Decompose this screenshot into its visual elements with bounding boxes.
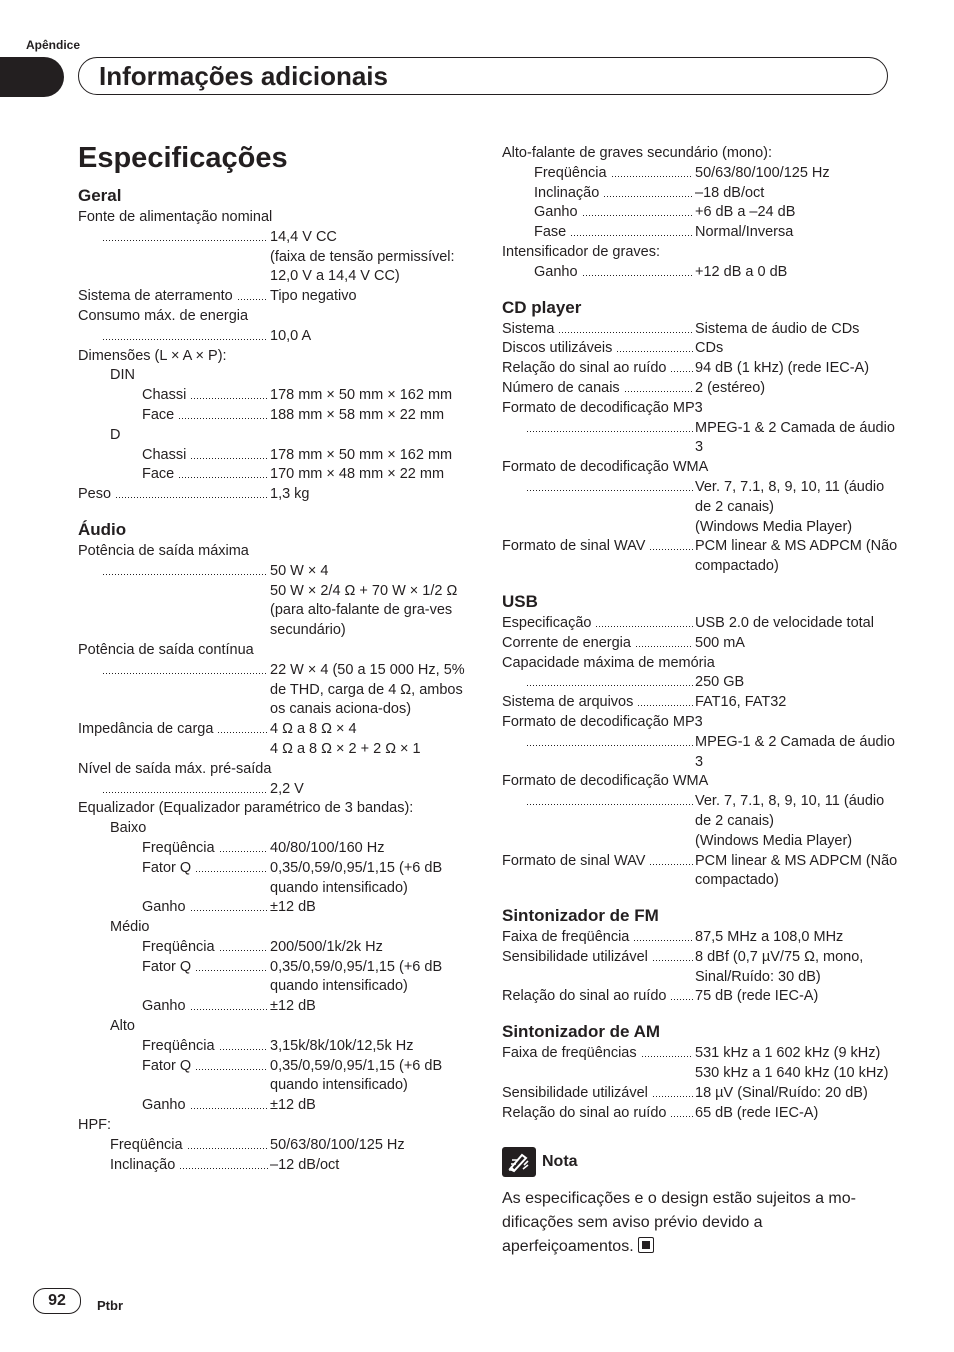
spec-value: 75 dB (rede IEC-A) (695, 988, 819, 1005)
spec-row (502, 792, 902, 851)
spec-label: Inclinação (110, 1156, 176, 1173)
spec-row (78, 386, 470, 406)
spec-row (78, 898, 470, 918)
spec-value: MPEG-1 & 2 Camada de áudio 3 (695, 733, 895, 770)
leader-dots (595, 614, 693, 628)
spec-value: 250 GB (695, 674, 745, 691)
spec-row (78, 1057, 470, 1097)
spec-row (502, 1084, 902, 1104)
spec-row (502, 733, 902, 773)
leader-dots (526, 733, 693, 747)
spec-section (502, 1021, 902, 1123)
spec-row (78, 720, 470, 760)
section-heading: Geral (78, 186, 122, 205)
spec-label: Fator Q (142, 958, 192, 975)
spec-label: Faixa de freqüências (502, 1045, 637, 1062)
spec-value: 2,2 V (270, 780, 304, 797)
spec-label-cell (502, 928, 695, 948)
spec-value: Sistema de áudio de CDs (695, 320, 860, 337)
spec-value: Ver. 7, 7.1, 8, 9, 10, 11 (áudio de 2 canais) (Windows Media Player) (695, 478, 885, 535)
spec-label: Freqüência (142, 1037, 215, 1054)
spec-label-cell (502, 673, 695, 693)
spec-label-cell (502, 852, 695, 892)
spec-label: Formato de decodificação WMA (502, 773, 709, 790)
spec-row (78, 485, 470, 505)
spec-value: Normal/Inversa (695, 224, 794, 241)
leader-dots (195, 859, 268, 873)
spec-label: Potência de saída contínua (78, 641, 254, 658)
leader-dots (633, 928, 693, 942)
spec-value: FAT16, FAT32 (695, 694, 787, 711)
spec-label-cell (502, 359, 695, 379)
spec-row (78, 1156, 470, 1176)
spec-label-cell (78, 1037, 270, 1057)
spec-value: PCM linear & MS ADPCM (Não compactado) (695, 538, 898, 575)
spec-value: 50/63/80/100/125 Hz (270, 1136, 405, 1153)
spec-label: Formato de decodificação MP3 (502, 399, 703, 416)
leader-dots (611, 164, 693, 178)
leader-dots (219, 839, 268, 853)
spec-value: Tipo negativo (270, 288, 357, 305)
spec-row (502, 203, 902, 223)
spec-label: Face (142, 466, 175, 483)
spec-label-cell (502, 320, 695, 340)
spec-value: 65 dB (rede IEC-A) (695, 1104, 819, 1121)
spec-row (502, 852, 902, 892)
spec-label: D (110, 426, 121, 443)
spec-label-cell (78, 562, 270, 641)
spec-value: ±12 dB (270, 899, 316, 916)
spec-label-cell (78, 228, 270, 287)
spec-row (502, 928, 902, 948)
spec-label-cell (502, 263, 695, 283)
leader-dots (190, 386, 268, 400)
spec-label: Especificação (502, 614, 592, 631)
spec-label-cell (502, 184, 695, 204)
spec-label: Freqüência (534, 164, 607, 181)
spec-value: 14,4 V CC (faixa de tensão permissível: 12,0 V a 14,4 V CC) (270, 228, 455, 285)
spec-label: Inclinação (534, 184, 600, 201)
spec-label: Capacidade máxima de memória (502, 654, 715, 671)
section-heading: Áudio (78, 519, 127, 539)
leader-dots (219, 1037, 268, 1051)
language-code: Ptbr (97, 1298, 123, 1313)
spec-label-cell (78, 327, 270, 347)
leader-dots (102, 562, 268, 576)
spec-row (78, 465, 470, 485)
spec-value: 178 mm × 50 mm × 162 mm (270, 446, 453, 463)
page-title: Especificações (78, 142, 288, 174)
chapter-tab-marker (0, 57, 64, 97)
leader-dots (603, 184, 693, 198)
spec-row (78, 938, 470, 958)
spec-label: Sensibilidade utilizável (502, 948, 648, 965)
spec-label-cell (78, 386, 270, 406)
leader-dots (237, 287, 268, 301)
leader-dots (649, 852, 693, 866)
spec-label-cell (78, 958, 270, 998)
spec-value: 50 W × 4 50 W × 2/4 Ω + 70 W × 1/2 Ω (para alto-falante de gra-ves secundário) (270, 562, 458, 639)
spec-label-cell (78, 1136, 270, 1156)
spec-value: ±12 dB (270, 1097, 316, 1114)
note-pencil-icon (502, 1147, 536, 1177)
spec-label-cell (78, 839, 270, 859)
spec-label-cell (502, 164, 695, 184)
spec-row (78, 997, 470, 1017)
spec-label-cell (78, 1057, 270, 1097)
spec-label-cell (78, 898, 270, 918)
spec-label: Potência de saída máxima (78, 542, 249, 559)
spec-row (78, 327, 470, 347)
spec-label-cell (78, 780, 270, 800)
leader-dots (102, 661, 268, 675)
spec-label: Ganho (142, 998, 186, 1015)
spec-label: Corrente de energia (502, 634, 631, 651)
spec-value: 531 kHz a 1 602 kHz (9 kHz) 530 kHz a 1 640 kHz (10 kHz) (695, 1045, 889, 1082)
spec-value: 18 µV (Sinal/Ruído: 20 dB) (695, 1084, 868, 1101)
spec-value: 200/500/1k/2k Hz (270, 938, 383, 955)
leader-dots (115, 485, 268, 499)
leader-dots (195, 1057, 268, 1071)
leader-dots (570, 223, 693, 237)
spec-label: Freqüência (142, 839, 215, 856)
page-number: 92 (33, 1288, 81, 1314)
spec-label-cell (78, 997, 270, 1017)
spec-value: ±12 dB (270, 998, 316, 1015)
spec-value: USB 2.0 de velocidade total (695, 614, 874, 631)
spec-value: 500 mA (695, 634, 745, 651)
spec-row (78, 562, 470, 641)
leader-dots (652, 948, 693, 962)
spec-label: Médio (110, 919, 150, 936)
spec-label-cell (502, 634, 695, 654)
spec-value: 3,15k/8k/10k/12,5k Hz (270, 1037, 414, 1054)
leader-dots (102, 327, 268, 341)
spec-row (78, 839, 470, 859)
spec-row (502, 537, 902, 577)
spec-label: Relação do sinal ao ruído (502, 360, 667, 377)
spec-label: Fase (534, 224, 567, 241)
leader-dots (102, 780, 268, 794)
note-header (502, 1147, 902, 1177)
spec-row (78, 287, 470, 307)
spec-row (502, 1104, 902, 1124)
spec-value: MPEG-1 & 2 Camada de áudio 3 (695, 419, 895, 456)
spec-row (502, 359, 902, 379)
spec-label: Dimensões (L × A × P): (78, 347, 227, 364)
spec-label: Sensibilidade utilizável (502, 1084, 648, 1101)
spec-section (78, 185, 470, 505)
spec-label-cell (78, 720, 270, 760)
spec-row (78, 446, 470, 466)
spec-row (502, 379, 902, 399)
spec-label-cell (78, 287, 270, 307)
spec-label-cell (502, 792, 695, 851)
spec-label: Face (142, 406, 175, 423)
spec-value: 94 dB (1 kHz) (rede IEC-A) (695, 360, 870, 377)
spec-label: Ganho (534, 204, 578, 221)
spec-value: 0,35/0,59/0,95/1,15 (+6 dB quando intensificado) (270, 958, 443, 995)
spec-label-cell (502, 1084, 695, 1104)
spec-label: Fonte de alimentação nominal (78, 209, 273, 225)
leader-dots (219, 938, 268, 952)
spec-row (502, 339, 902, 359)
spec-label-cell (502, 203, 695, 223)
spec-section (502, 297, 902, 577)
spec-value: 170 mm × 48 mm × 22 mm (270, 466, 445, 483)
spec-value: –12 dB/oct (270, 1156, 340, 1173)
note-label: Nota (542, 1153, 578, 1171)
leader-dots (637, 693, 693, 707)
leader-dots (526, 478, 693, 492)
spec-row (78, 406, 470, 426)
spec-label: DIN (110, 367, 135, 384)
spec-label-cell (502, 478, 695, 537)
spec-value: 87,5 MHz a 108,0 MHz (695, 929, 844, 946)
note-text (502, 1187, 894, 1259)
leader-dots (670, 987, 693, 1001)
spec-value: CDs (695, 340, 724, 357)
spec-row (502, 673, 902, 693)
spec-label-cell (78, 661, 270, 720)
spec-label: Formato de decodificação WMA (502, 459, 709, 476)
spec-value: +6 dB a –24 dB (695, 204, 796, 221)
spec-value: 10,0 A (270, 327, 312, 344)
note-text-content: As especificações e o design estão sujeitos a mo-dificações sem aviso prévio devido a aperfeiçoamentos. (502, 1190, 856, 1256)
leader-dots (190, 1096, 268, 1110)
leader-dots (649, 537, 693, 551)
spec-label-cell (502, 223, 695, 243)
spec-label: Ganho (534, 263, 578, 280)
spec-row (78, 228, 470, 287)
leader-dots (187, 1136, 268, 1150)
spec-value: 8 dBf (0,7 µV/75 Ω, mono, Sinal/Ruído: 30 dB) (695, 948, 864, 985)
spec-value: 40/80/100/160 Hz (270, 839, 385, 856)
spec-label: Ganho (142, 899, 186, 916)
spec-label: Formato de decodificação MP3 (502, 713, 703, 730)
section-heading: Sintonizador de AM (502, 1022, 661, 1042)
spec-row (78, 661, 470, 720)
spec-value: 2 (estéreo) (695, 379, 766, 396)
leader-dots (558, 320, 693, 334)
leader-dots (652, 1084, 693, 1098)
spec-label-cell (78, 938, 270, 958)
spec-label-cell (502, 987, 695, 1007)
spec-label-cell (502, 1044, 695, 1084)
leader-dots (102, 228, 268, 242)
spec-label: Faixa de freqüência (502, 929, 630, 946)
spec-label: Fator Q (142, 859, 192, 876)
spec-value: 22 W × 4 (50 a 15 000 Hz, 5% de THD, carga de 4 Ω, ambos os canais aciona-dos) (270, 661, 465, 718)
leader-dots (635, 634, 693, 648)
spec-row (502, 184, 902, 204)
spec-label-cell (78, 406, 270, 426)
spec-label-cell (502, 537, 695, 577)
section-heading: CD player (502, 297, 582, 317)
spec-label: HPF: (78, 1117, 112, 1134)
spec-row (502, 1044, 902, 1084)
spec-label-cell (502, 379, 695, 399)
spec-section (78, 519, 470, 1176)
chapter-header (78, 57, 888, 95)
spec-label: Sistema de aterramento (78, 288, 233, 305)
right-sections (502, 144, 902, 1123)
spec-label-cell (502, 948, 695, 988)
spec-value: 0,35/0,59/0,95/1,15 (+6 dB quando intensificado) (270, 1057, 443, 1094)
spec-label: Alto-falante de graves secundário (mono): (502, 145, 773, 161)
section-label: Apêndice (26, 38, 81, 52)
spec-value: Ver. 7, 7.1, 8, 9, 10, 11 (áudio de 2 canais) (Windows Media Player) (695, 793, 885, 849)
spec-section (502, 905, 902, 1007)
spec-row (502, 419, 902, 459)
spec-section (502, 144, 902, 283)
spec-row (78, 1037, 470, 1057)
spec-label-cell (78, 1096, 270, 1116)
spec-value: PCM linear & MS ADPCM (Não compactado) (695, 852, 898, 889)
spec-row (78, 780, 470, 800)
leader-dots (178, 465, 268, 479)
spec-label-cell (78, 1156, 270, 1176)
spec-label: Chassi (142, 387, 187, 404)
spec-label-cell (502, 419, 695, 459)
spec-value: 0,35/0,59/0,95/1,15 (+6 dB quando intensificado) (270, 859, 443, 896)
section-heading: Sintonizador de FM (502, 906, 659, 926)
spec-label: Equalizador (Equalizador paramétrico de 3 bandas): (78, 800, 414, 817)
spec-label-cell (502, 614, 695, 634)
spec-label: Ganho (142, 1097, 186, 1114)
spec-row (502, 263, 902, 283)
spec-label: Relação do sinal ao ruído (502, 1104, 667, 1121)
left-column (78, 185, 470, 1175)
spec-label-cell (502, 339, 695, 359)
chapter-title: Informações adicionais (99, 61, 388, 91)
spec-section (502, 591, 902, 891)
spec-label: Baixo (110, 820, 147, 837)
leader-dots (178, 406, 268, 420)
leader-dots (670, 359, 693, 373)
spec-row (502, 320, 902, 340)
spec-value: 50/63/80/100/125 Hz (695, 164, 830, 181)
leader-dots (582, 203, 693, 217)
spec-value: 1,3 kg (270, 486, 310, 503)
leader-dots (582, 263, 693, 277)
spec-value: 4 Ω a 8 Ω × 4 4 Ω a 8 Ω × 2 + 2 Ω × 1 (270, 721, 421, 757)
leader-dots (190, 898, 268, 912)
leader-dots (526, 419, 693, 433)
spec-row (502, 164, 902, 184)
spec-row (502, 614, 902, 634)
spec-label: Chassi (142, 446, 187, 463)
right-column (502, 144, 902, 1259)
spec-label: Alto (110, 1018, 135, 1035)
spec-row (78, 1096, 470, 1116)
spec-label: Peso (78, 486, 112, 503)
leader-dots (670, 1104, 693, 1118)
spec-label: Freqüência (142, 938, 215, 955)
spec-label-cell (78, 446, 270, 466)
leader-dots (190, 997, 268, 1011)
spec-label: Sistema (502, 320, 555, 337)
leader-dots (195, 958, 268, 972)
spec-row (78, 859, 470, 899)
leader-dots (616, 339, 693, 353)
spec-label-cell (78, 485, 270, 505)
spec-label: Sistema de arquivos (502, 694, 634, 711)
leader-dots (526, 792, 693, 806)
leader-dots (190, 446, 268, 460)
spec-label: Impedância de carga (78, 721, 214, 738)
spec-label: Relação do sinal ao ruído (502, 988, 667, 1005)
spec-label-cell (502, 1104, 695, 1124)
end-mark-icon (638, 1237, 654, 1253)
spec-row (502, 478, 902, 537)
spec-label: Freqüência (110, 1136, 183, 1153)
spec-value: +12 dB a 0 dB (695, 263, 788, 280)
spec-label-cell (78, 859, 270, 899)
spec-label: Intensificador de graves: (502, 243, 660, 260)
leader-dots (624, 379, 693, 393)
spec-value: 188 mm × 58 mm × 22 mm (270, 406, 445, 423)
spec-label: Fator Q (142, 1057, 192, 1074)
spec-row (502, 223, 902, 243)
leader-dots (641, 1044, 693, 1058)
spec-row (78, 958, 470, 998)
leader-dots (526, 673, 693, 687)
spec-row (502, 987, 902, 1007)
spec-value: 178 mm × 50 mm × 162 mm (270, 387, 453, 404)
spec-row (502, 634, 902, 654)
spec-label-cell (502, 693, 695, 713)
spec-label-cell (502, 733, 695, 773)
spec-label: Formato de sinal WAV (502, 852, 646, 869)
leader-dots (179, 1156, 268, 1170)
section-heading: USB (502, 591, 538, 611)
spec-label: Discos utilizáveis (502, 340, 613, 357)
spec-value: –18 dB/oct (695, 184, 765, 201)
spec-label: Número de canais (502, 379, 620, 396)
spec-row (502, 693, 902, 713)
spec-row (502, 948, 902, 988)
spec-label: Consumo máx. de energia (78, 307, 249, 324)
leader-dots (217, 720, 268, 734)
spec-row (78, 1136, 470, 1156)
spec-label: Nível de saída máx. pré-saída (78, 760, 272, 777)
spec-label: Formato de sinal WAV (502, 538, 646, 555)
spec-label-cell (78, 465, 270, 485)
